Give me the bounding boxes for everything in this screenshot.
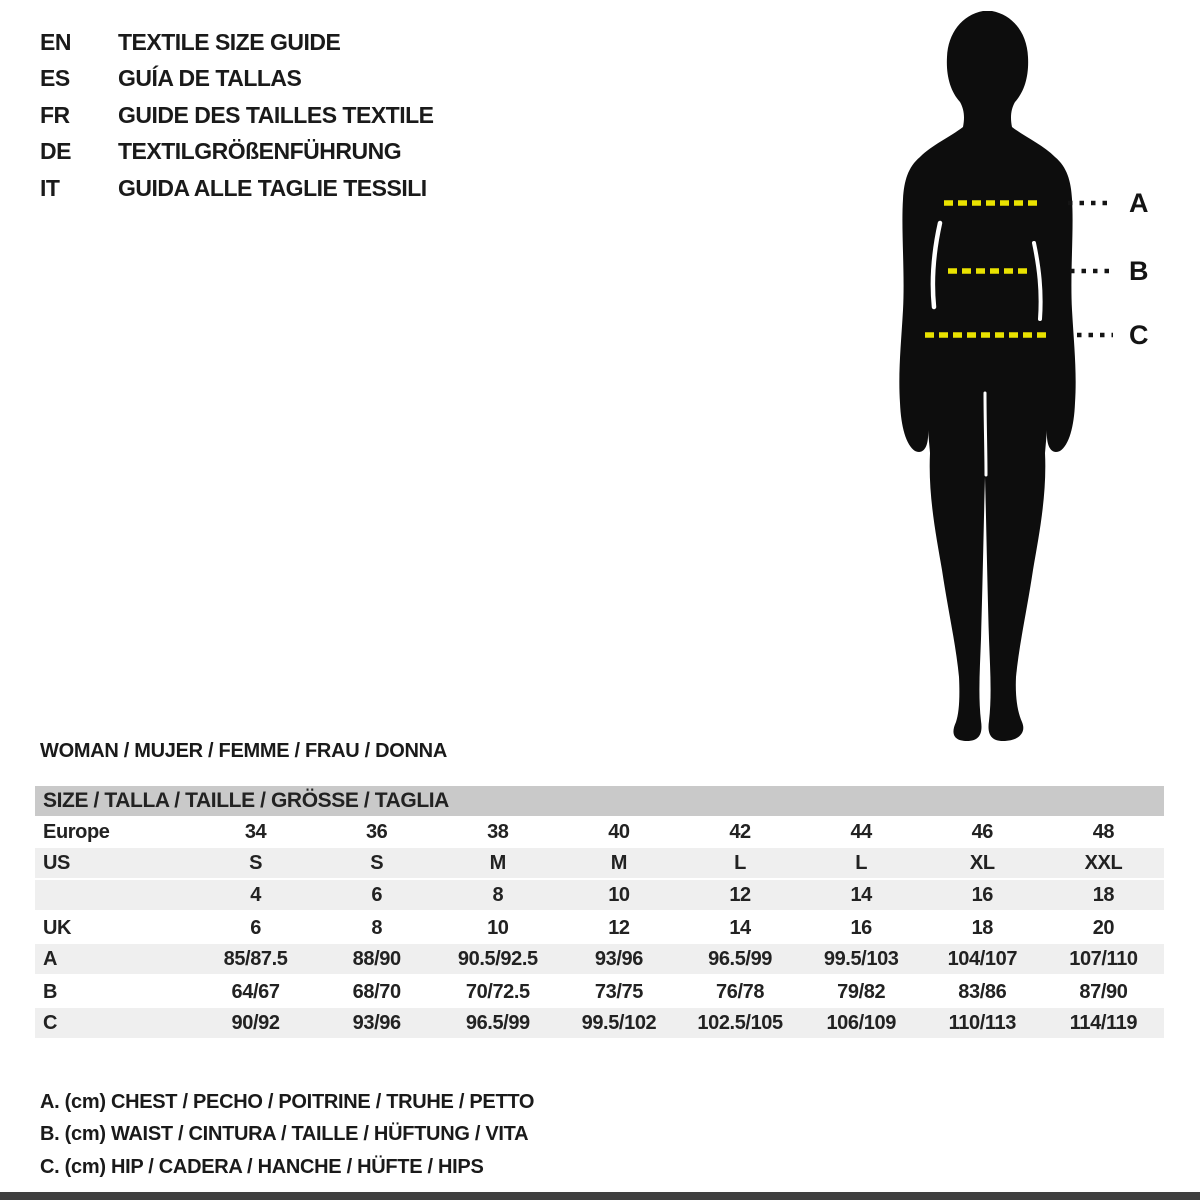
woman-figure bbox=[880, 5, 1170, 745]
size-cell: M bbox=[610, 851, 628, 874]
size-cell: 114/119 bbox=[1069, 1011, 1138, 1034]
size-cell: 96.5/99 bbox=[465, 1011, 530, 1034]
language-title: GUÍA DE TALLAS bbox=[118, 65, 302, 92]
woman-silhouette bbox=[899, 11, 1075, 741]
language-title: TEXTILE SIZE GUIDE bbox=[118, 28, 341, 55]
size-table-header: SIZE / TALLA / TAILLE / GRÖSSE / TAGLIA bbox=[35, 786, 1164, 816]
size-cell: 10 bbox=[487, 916, 509, 939]
size-row-label: B bbox=[43, 980, 58, 1003]
size-row-label: US bbox=[43, 851, 70, 874]
language-guide bbox=[40, 24, 434, 207]
size-cell: 44 bbox=[850, 820, 872, 843]
language-title: TEXTILGRÖßENFÜHRUNG bbox=[118, 138, 402, 165]
size-cell: 99.5/102 bbox=[581, 1011, 657, 1034]
size-cell: 68/70 bbox=[352, 980, 401, 1003]
size-cell: 104/107 bbox=[947, 947, 1018, 970]
waist-marker-label: B bbox=[1129, 256, 1149, 286]
size-cell: XL bbox=[969, 851, 995, 874]
size-cell: 20 bbox=[1092, 916, 1115, 939]
size-cell: 14 bbox=[729, 916, 751, 939]
size-table-row bbox=[35, 1008, 1164, 1040]
size-cell: 79/82 bbox=[837, 980, 886, 1003]
size-table-row bbox=[35, 912, 1164, 944]
size-cell: 8 bbox=[371, 916, 383, 939]
size-cell: 93/96 bbox=[594, 947, 643, 970]
size-cell: 8 bbox=[492, 883, 504, 906]
size-cell: 73/75 bbox=[594, 980, 643, 1003]
size-cell: 40 bbox=[608, 820, 630, 843]
leg-separation bbox=[985, 393, 986, 475]
size-cell: 34 bbox=[244, 820, 267, 843]
language-code: EN bbox=[40, 28, 71, 55]
size-row-label: Europe bbox=[43, 820, 110, 843]
size-cell: 93/96 bbox=[352, 1011, 401, 1034]
size-cell: 10 bbox=[608, 883, 630, 906]
size-cell: 12 bbox=[729, 883, 751, 906]
size-cell: 107/110 bbox=[1069, 947, 1138, 970]
bottom-crop-bar bbox=[0, 1192, 1200, 1200]
size-cell: 99.5/103 bbox=[823, 947, 899, 970]
language-row bbox=[40, 24, 434, 61]
size-table-row bbox=[35, 880, 1164, 912]
language-row bbox=[40, 134, 434, 171]
hip-marker-label: C bbox=[1129, 320, 1149, 350]
size-cell: S bbox=[249, 851, 263, 874]
size-cell: 90/92 bbox=[231, 1011, 280, 1034]
size-cell: 110/113 bbox=[948, 1011, 1016, 1034]
size-cell: 18 bbox=[971, 916, 994, 939]
size-cell: 38 bbox=[487, 820, 509, 843]
size-row-label: UK bbox=[43, 916, 72, 939]
size-cell: 16 bbox=[971, 883, 994, 906]
language-code: FR bbox=[40, 101, 70, 128]
size-cell: XXL bbox=[1084, 851, 1123, 874]
size-cell: 64/67 bbox=[231, 980, 280, 1003]
size-cell: 90.5/92.5 bbox=[457, 947, 538, 970]
language-code: DE bbox=[40, 138, 71, 165]
size-cell: M bbox=[489, 851, 506, 874]
size-table-row bbox=[35, 848, 1164, 880]
woman-silhouette-svg bbox=[880, 5, 1170, 745]
language-code: IT bbox=[40, 174, 60, 201]
size-cell: 12 bbox=[608, 916, 630, 939]
language-title: GUIDE DES TAILLES TEXTILE bbox=[118, 101, 434, 128]
size-cell: L bbox=[734, 851, 746, 874]
size-table-row bbox=[35, 976, 1164, 1008]
size-table-row bbox=[35, 816, 1164, 848]
measurement-legend bbox=[40, 1086, 534, 1184]
size-cell: 36 bbox=[365, 820, 388, 843]
size-cell: 85/87.5 bbox=[223, 947, 288, 970]
size-cell: 102.5/105 bbox=[697, 1011, 783, 1034]
size-table-body bbox=[35, 816, 1164, 1040]
size-row-label: C bbox=[43, 1011, 58, 1034]
size-cell: L bbox=[855, 851, 868, 874]
language-row bbox=[40, 61, 434, 98]
size-cell: 42 bbox=[729, 820, 751, 843]
size-cell: 6 bbox=[250, 916, 261, 939]
size-cell: 83/86 bbox=[958, 980, 1007, 1003]
size-cell: 87/90 bbox=[1079, 980, 1128, 1003]
size-cell: 16 bbox=[850, 916, 872, 939]
size-cell: 96.5/99 bbox=[708, 947, 773, 970]
size-cell: 18 bbox=[1092, 883, 1115, 906]
size-cell: 6 bbox=[371, 883, 383, 906]
language-row bbox=[40, 97, 434, 134]
section-title: WOMAN / MUJER / FEMME / FRAU / DONNA bbox=[40, 740, 447, 762]
chest-marker-label: A bbox=[1129, 188, 1149, 218]
size-cell: 76/78 bbox=[716, 980, 765, 1003]
size-cell: 70/72.5 bbox=[465, 980, 530, 1003]
size-table-row bbox=[35, 944, 1164, 976]
language-title: GUIDA ALLE TAGLIE TESSILI bbox=[118, 174, 427, 201]
size-table bbox=[35, 786, 1164, 1040]
language-code: ES bbox=[40, 65, 70, 92]
size-cell: 48 bbox=[1092, 820, 1115, 843]
size-cell: 14 bbox=[850, 883, 872, 906]
size-cell: 106/109 bbox=[826, 1011, 896, 1034]
size-cell: S bbox=[370, 851, 384, 874]
size-cell: 46 bbox=[971, 820, 994, 843]
legend-row: C. (cm) HIP / CADERA / HANCHE / HÜFTE / HIPS bbox=[40, 1155, 484, 1178]
language-row bbox=[40, 170, 434, 207]
size-cell: 4 bbox=[250, 883, 261, 906]
size-row-label: A bbox=[43, 947, 58, 970]
size-cell: 88/90 bbox=[352, 947, 401, 970]
legend-row: A. (cm) CHEST / PECHO / POITRINE / TRUHE / PETTO bbox=[40, 1090, 535, 1113]
legend-row: B. (cm) WAIST / CINTURA / TAILLE / HÜFTUNG / VITA bbox=[40, 1123, 529, 1146]
